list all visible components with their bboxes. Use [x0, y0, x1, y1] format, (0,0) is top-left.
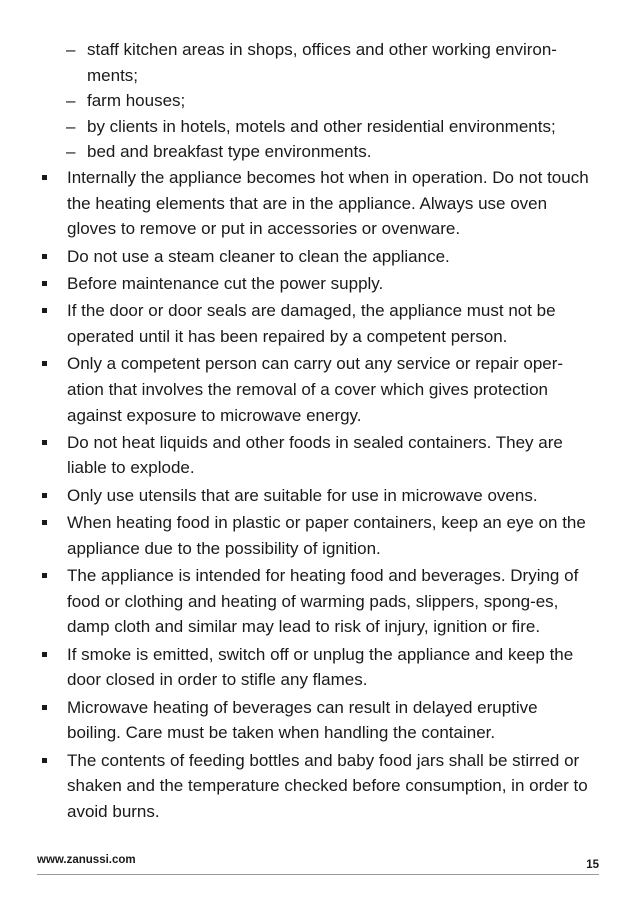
dash-marker: – — [66, 116, 76, 136]
bullet-icon — [42, 308, 47, 313]
bullet-icon — [42, 254, 47, 259]
website-link[interactable]: www.zanussi.com — [37, 854, 136, 866]
dash-marker: – — [66, 91, 76, 111]
bullet-icon — [42, 493, 47, 498]
dash-marker: – — [66, 40, 76, 59]
list-item — [0, 483, 638, 509]
list-item — [0, 165, 638, 242]
list-item-text: When heating food in plastic or paper containers, keep an eye on the appliance due to the possibility of ignition. — [67, 513, 586, 558]
list-item-text: Only a competent person can carry out any service or repair oper-ation that involves the removal of a cover which gives protection against exposure to microwave energy. — [67, 354, 564, 425]
bullet-icon — [42, 440, 47, 445]
bullet-icon — [42, 520, 47, 525]
page-number: 15 — [586, 859, 599, 871]
list-item-text: If the door or door seals are damaged, the appliance must not be operated until it has been repaired by a competent person. — [67, 301, 556, 346]
bullet-icon — [42, 705, 47, 710]
sub-list-item — [0, 88, 638, 114]
list-item-text: The appliance is intended for heating food and beverages. Drying of food or clothing and heating of warming pads, slippers, spong-es, damp cloth and similar may lead to risk of injury, ignition or fire. — [67, 566, 579, 637]
page-content — [0, 37, 638, 826]
list-item-text: Before maintenance cut the power supply. — [67, 273, 384, 293]
list-item — [0, 430, 638, 481]
page-footer — [37, 852, 599, 878]
list-item-text: Do not use a steam cleaner to clean the appliance. — [67, 246, 450, 266]
list-item — [0, 351, 638, 428]
sub-list-item-text: farm houses; — [87, 91, 186, 111]
dash-marker: – — [66, 142, 76, 162]
list-item — [0, 563, 638, 640]
sub-list-item-text: staff kitchen areas in shops, offices and other working environ-ments; — [87, 40, 557, 85]
list-item-text: Only use utensils that are suitable for use in microwave ovens. — [67, 485, 538, 505]
list-item — [0, 271, 638, 297]
sub-list-item-text: by clients in hotels, motels and other residential environments; — [87, 116, 556, 136]
safety-instructions-list — [0, 165, 638, 825]
list-item-text: Internally the appliance becomes hot when in operation. Do not touch the heating elements that are in the appliance. Always use oven gloves to remove or put in accessories or ovenware. — [67, 167, 589, 239]
installation-location-sublist — [0, 37, 638, 165]
list-item — [0, 244, 638, 270]
bullet-icon — [42, 758, 47, 763]
bullet-icon — [42, 652, 47, 657]
sub-list-item — [0, 37, 638, 88]
list-item — [0, 510, 638, 561]
list-item — [0, 695, 638, 746]
sub-list-item — [0, 114, 638, 140]
footer-divider — [37, 874, 599, 875]
list-item-text: Microwave heating of beverages can result in delayed eruptive boiling. Care must be taken when handling the container. — [67, 697, 538, 743]
bullet-icon — [42, 573, 47, 578]
bullet-icon — [42, 175, 47, 180]
list-item — [0, 298, 638, 349]
list-item — [0, 748, 638, 825]
list-item-text: If smoke is emitted, switch off or unplug the appliance and keep the door closed in order to stifle any flames. — [67, 644, 574, 690]
list-item-text: Do not heat liquids and other foods in sealed containers. They are liable to explode. — [67, 432, 563, 478]
list-item-text: The contents of feeding bottles and baby food jars shall be stirred or shaken and the temperature checked before consumption, in order to avoid burns. — [67, 750, 588, 821]
list-item — [0, 642, 638, 693]
bullet-icon — [42, 281, 47, 286]
sub-list-item — [0, 139, 638, 165]
sub-list-item-text: bed and breakfast type environments. — [87, 142, 372, 162]
bullet-icon — [42, 361, 47, 366]
